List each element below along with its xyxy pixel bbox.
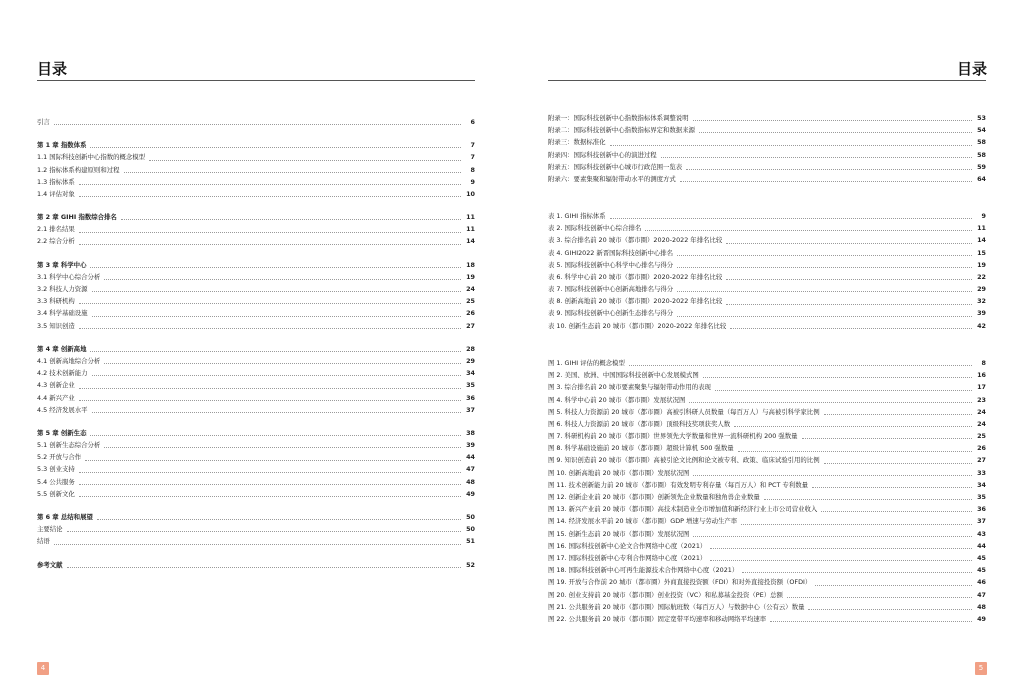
dot-leader xyxy=(79,388,461,389)
dot-leader xyxy=(677,255,972,256)
entry-title: 5.2 开放与合作 xyxy=(37,453,82,462)
entry-title: 第 2 章 GIHI 指数综合排名 xyxy=(37,213,117,222)
toc-entry[interactable] xyxy=(548,259,986,271)
toc-entry[interactable] xyxy=(37,295,475,307)
entry-page-number: 50 xyxy=(466,525,475,534)
entry-title: 图 7. 科研机构前 20 城市（都市圈）世界领先大学数量和世界一流科研机构 200 强数量 xyxy=(548,432,798,441)
dot-leader xyxy=(686,169,972,170)
entry-title: 4.4 新兴产业 xyxy=(37,393,75,402)
page-number-badge: 5 xyxy=(975,662,987,675)
toc-entry[interactable] xyxy=(548,234,986,246)
toc-chapter-entry[interactable] xyxy=(37,559,475,571)
entry-page-number: 14 xyxy=(466,237,475,246)
entry-title: 表 10. 创新生态前 20 城市（都市圈）2020-2022 年排名比较 xyxy=(548,321,727,330)
toc-entry[interactable] xyxy=(548,149,986,161)
dot-leader xyxy=(824,463,972,464)
toc-entry[interactable] xyxy=(548,515,986,527)
entry-title: 结语 xyxy=(37,537,50,546)
entry-title: 1.4 评估对象 xyxy=(37,189,75,198)
toc-entry[interactable] xyxy=(37,367,475,379)
toc-entry[interactable] xyxy=(548,528,986,540)
appendix-list xyxy=(548,112,986,185)
dot-leader xyxy=(661,157,972,158)
entry-title: 图 18. 国际科技创新中心可再生能源技术合作网络中心度（2021） xyxy=(548,566,739,575)
entry-title: 表 7. 国际科技创新中心创新高地排名与得分 xyxy=(548,285,674,294)
entry-page-number: 9 xyxy=(981,211,986,220)
entry-title: 5.1 创新生态综合分析 xyxy=(37,441,101,450)
entry-title: 3.1 科学中心综合分析 xyxy=(37,272,101,281)
entry-page-number: 47 xyxy=(977,590,986,599)
entry-title: 3.5 知识创造 xyxy=(37,321,75,330)
entry-page-number: 37 xyxy=(977,517,986,526)
entry-title: 表 9. 国际科技创新中心创新生态排名与得分 xyxy=(548,309,674,318)
dot-leader xyxy=(821,511,972,512)
toc-entry[interactable] xyxy=(548,222,986,234)
dot-leader xyxy=(802,438,972,439)
entry-title: 附录四：国际科技创新中心的演进过程 xyxy=(548,150,657,159)
entry-page-number: 44 xyxy=(977,541,986,550)
toc-entry[interactable] xyxy=(37,188,475,200)
toc-entry[interactable] xyxy=(548,418,986,430)
toc-entry[interactable] xyxy=(548,491,986,503)
entry-title: 图 10. 创新高地前 20 城市（都市圈）发展状况图 xyxy=(548,468,690,477)
dot-leader xyxy=(92,375,461,376)
right-page xyxy=(512,0,1024,695)
dot-leader xyxy=(764,499,972,500)
toc-chapter-entry[interactable] xyxy=(37,259,475,271)
toc-entry[interactable] xyxy=(37,355,475,367)
entry-page-number: 51 xyxy=(466,537,475,546)
dot-leader xyxy=(92,316,461,317)
section-gap xyxy=(37,128,475,139)
dot-leader xyxy=(677,267,972,268)
entry-page-number: 46 xyxy=(977,578,986,587)
entry-page-number: 26 xyxy=(466,309,475,318)
section-gap xyxy=(37,548,475,559)
entry-title: 5.5 创新文化 xyxy=(37,489,75,498)
entry-page-number: 42 xyxy=(977,321,986,330)
entry-title: 附录三：数据标准化 xyxy=(548,138,606,147)
dot-leader xyxy=(97,519,461,520)
entry-title: 图 17. 国际科技创新中心专利合作网络中心度（2021） xyxy=(548,553,707,562)
toc-entry[interactable] xyxy=(37,151,475,163)
entry-page-number: 24 xyxy=(466,285,475,294)
dot-leader xyxy=(90,435,461,436)
entry-title: 附录六：要素集聚和辐射带动水平的测度方式 xyxy=(548,174,676,183)
entry-title: 图 14. 经济发展水平前 20 城市（都市圈）GDP 增速与劳动生产率 xyxy=(548,517,738,526)
entry-title: 第 4 章 创新高地 xyxy=(37,344,87,353)
entry-title: 2.1 排名结果 xyxy=(37,225,75,234)
entry-page-number: 52 xyxy=(466,560,475,569)
entry-title: 图 22. 公共服务前 20 城市（都市圈）固定宽带平均速率和移动网络平均速率 xyxy=(548,614,767,623)
dot-leader xyxy=(738,451,972,452)
toc-entry[interactable] xyxy=(548,320,986,332)
dot-leader xyxy=(90,351,461,352)
entry-title: 3.3 科研机构 xyxy=(37,297,75,306)
toc-entry[interactable] xyxy=(37,223,475,235)
entry-title: 3.4 科学基础设施 xyxy=(37,309,88,318)
toc-entry[interactable] xyxy=(37,236,475,248)
dot-leader xyxy=(726,243,972,244)
entry-page-number: 17 xyxy=(977,383,986,392)
entry-page-number: 43 xyxy=(977,529,986,538)
dot-leader xyxy=(67,531,461,532)
dot-leader xyxy=(645,230,972,231)
entry-title: 表 3. 综合排名前 20 城市（都市圈）2020-2022 年排名比较 xyxy=(548,236,723,245)
dot-leader xyxy=(770,621,972,622)
toc-entry[interactable] xyxy=(548,381,986,393)
entry-page-number: 29 xyxy=(466,356,475,365)
entry-page-number: 9 xyxy=(470,177,475,186)
toc-entry[interactable] xyxy=(37,464,475,476)
toc-entry[interactable] xyxy=(37,320,475,332)
entry-page-number: 35 xyxy=(977,493,986,502)
toc-chapter-entry[interactable] xyxy=(37,343,475,355)
entry-title: 表 2. 国际科技创新中心综合排名 xyxy=(548,224,642,233)
entry-page-number: 45 xyxy=(977,553,986,562)
dot-leader xyxy=(699,132,972,133)
entry-title: 图 5. 科技人力资源前 20 城市（都市圈）高被引科研人员数量（每百万人）与高被引科学家比例 xyxy=(548,407,820,416)
entry-title: 主要结论 xyxy=(37,525,63,534)
entry-title: 第 5 章 创新生态 xyxy=(37,428,87,437)
entry-page-number: 11 xyxy=(977,224,986,233)
entry-page-number: 27 xyxy=(977,456,986,465)
dot-leader xyxy=(808,609,972,610)
dot-leader xyxy=(54,544,461,545)
dot-leader xyxy=(734,426,972,427)
tables-list xyxy=(548,210,986,332)
entry-page-number: 16 xyxy=(977,371,986,380)
entry-page-number: 28 xyxy=(466,344,475,353)
entry-title: 附录二：国际科技创新中心指数指标界定和数据来源 xyxy=(548,126,695,135)
toc-entry[interactable] xyxy=(548,283,986,295)
dot-leader xyxy=(715,390,972,391)
dot-leader xyxy=(79,184,461,185)
entry-title: 图 2. 美国、欧洲、中国国际科技创新中心发展模式图 xyxy=(548,371,699,380)
entry-page-number: 7 xyxy=(470,141,475,150)
toc-entry[interactable] xyxy=(548,442,986,454)
toc-entry[interactable] xyxy=(548,394,986,406)
toc-entry[interactable] xyxy=(37,164,475,176)
dot-leader xyxy=(92,412,461,413)
entry-title: 4.2 技术创新能力 xyxy=(37,369,88,378)
entry-page-number: 37 xyxy=(466,405,475,414)
entry-title: 3.2 科技人力资源 xyxy=(37,285,88,294)
toc-entry[interactable] xyxy=(37,523,475,535)
entry-title: 5.3 创业支持 xyxy=(37,465,75,474)
contents-list xyxy=(37,116,475,571)
entry-page-number: 54 xyxy=(977,126,986,135)
dot-leader xyxy=(677,291,972,292)
entry-title: 图 20. 创业支持前 20 城市（都市圈）创业投资（VC）和私募基金投资（PE）总额 xyxy=(548,590,783,599)
dot-leader xyxy=(610,218,972,219)
dot-leader xyxy=(726,279,972,280)
entry-page-number: 15 xyxy=(977,248,986,257)
toc-chapter-entry[interactable] xyxy=(37,211,475,223)
toc-entry[interactable] xyxy=(548,295,986,307)
entry-title: 参考文献 xyxy=(37,560,63,569)
entry-page-number: 34 xyxy=(466,369,475,378)
entry-page-number: 8 xyxy=(470,165,475,174)
dot-leader xyxy=(79,328,461,329)
toc-entry[interactable] xyxy=(548,271,986,283)
entry-title: 表 4. GIHI2022 新晋国际科技创新中心排名 xyxy=(548,248,674,257)
dot-leader xyxy=(680,181,972,182)
entry-page-number: 19 xyxy=(466,272,475,281)
entry-title: 第 3 章 科学中心 xyxy=(37,260,87,269)
entry-page-number: 58 xyxy=(977,150,986,159)
toc-entry[interactable] xyxy=(37,307,475,319)
entry-title: 图 4. 科学中心前 20 城市（都市圈）发展状况图 xyxy=(548,395,686,404)
entry-page-number: 18 xyxy=(466,260,475,269)
entry-title: 图 19. 开放与合作前 20 城市（都市圈）外商直接投资额（FDI）和对外直接投资额（OFDI） xyxy=(548,578,812,587)
toc-entry[interactable] xyxy=(548,455,986,467)
toc-entry[interactable] xyxy=(548,173,986,185)
toc-entry[interactable] xyxy=(37,176,475,188)
entry-page-number: 39 xyxy=(466,441,475,450)
dot-leader xyxy=(629,365,972,366)
toc-entry[interactable] xyxy=(548,503,986,515)
entry-title: 引言 xyxy=(37,117,50,126)
toc-entry[interactable] xyxy=(548,247,986,259)
toc-entry[interactable] xyxy=(548,430,986,442)
dot-leader xyxy=(124,172,462,173)
dot-leader xyxy=(79,196,461,197)
toc-entry[interactable] xyxy=(548,540,986,552)
dot-leader xyxy=(67,567,461,568)
entry-page-number: 50 xyxy=(466,513,475,522)
entry-page-number: 53 xyxy=(977,113,986,122)
toc-chapter-entry[interactable] xyxy=(37,511,475,523)
dot-leader xyxy=(92,291,461,292)
left-page-title: 目录 xyxy=(37,60,68,78)
toc-entry[interactable] xyxy=(548,161,986,173)
entry-title: 表 5. 国际科技创新中心科学中心排名与得分 xyxy=(548,260,674,269)
dot-leader xyxy=(79,232,461,233)
dot-leader xyxy=(90,147,461,148)
entry-page-number: 24 xyxy=(977,407,986,416)
toc-entry[interactable] xyxy=(548,136,986,148)
entry-title: 1.1 国际科技创新中心指数的概念模型 xyxy=(37,153,146,162)
dot-leader xyxy=(104,447,461,448)
toc-chapter-entry[interactable] xyxy=(37,427,475,439)
entry-page-number: 26 xyxy=(977,444,986,453)
entry-title: 图 1. GIHI 评估的概念模型 xyxy=(548,358,625,367)
dot-leader xyxy=(90,267,461,268)
entry-page-number: 6 xyxy=(470,117,475,126)
entry-page-number: 39 xyxy=(977,309,986,318)
toc-entry[interactable] xyxy=(37,488,475,500)
toc-entry[interactable] xyxy=(548,479,986,491)
dot-leader xyxy=(710,560,972,561)
page-number-badge: 4 xyxy=(37,662,49,675)
entry-title: 1.3 指标体系 xyxy=(37,177,75,186)
dot-leader xyxy=(742,572,972,573)
dot-leader xyxy=(689,402,972,403)
dot-leader xyxy=(79,400,461,401)
toc-entry[interactable] xyxy=(548,552,986,564)
entry-title: 4.3 创新企业 xyxy=(37,381,75,390)
entry-title: 表 1. GIHI 指标体系 xyxy=(548,211,606,220)
entry-page-number: 11 xyxy=(466,225,475,234)
dot-leader xyxy=(79,244,461,245)
right-page-title: 目录 xyxy=(956,60,987,78)
entry-page-number: 48 xyxy=(466,477,475,486)
title-rule xyxy=(548,80,986,81)
entry-page-number: 10 xyxy=(466,189,475,198)
section-gap xyxy=(37,332,475,343)
entry-title: 图 12. 创新企业前 20 城市（都市圈）创新领先企业数量和独角兽企业数量 xyxy=(548,493,760,502)
entry-title: 2.2 综合分析 xyxy=(37,237,75,246)
entry-page-number: 27 xyxy=(466,321,475,330)
toc-entry[interactable] xyxy=(37,116,475,128)
dot-leader xyxy=(79,303,461,304)
toc-entry[interactable] xyxy=(37,392,475,404)
section-gap xyxy=(37,500,475,511)
entry-page-number: 64 xyxy=(977,174,986,183)
entry-title: 第 6 章 总结和展望 xyxy=(37,513,93,522)
entry-title: 图 6. 科技人力资源前 20 城市（都市圈）顶级科技奖项获奖人数 xyxy=(548,419,731,428)
entry-page-number: 14 xyxy=(977,236,986,245)
title-rule xyxy=(37,80,475,81)
dot-leader xyxy=(79,496,461,497)
toc-entry[interactable] xyxy=(37,476,475,488)
dot-leader xyxy=(79,484,461,485)
dot-leader xyxy=(693,475,972,476)
entry-page-number: 25 xyxy=(977,432,986,441)
entry-page-number: 11 xyxy=(466,213,475,222)
toc-entry[interactable] xyxy=(37,283,475,295)
toc-entry[interactable] xyxy=(548,613,986,625)
dot-leader xyxy=(730,328,972,329)
dot-leader xyxy=(79,472,461,473)
entry-page-number: 59 xyxy=(977,162,986,171)
dot-leader xyxy=(726,304,972,305)
entry-page-number: 48 xyxy=(977,602,986,611)
toc-entry[interactable] xyxy=(37,439,475,451)
entry-title: 图 21. 公共服务前 20 城市（都市圈）国际航班数（每百万人）与数据中心（公有云）数量 xyxy=(548,602,805,611)
entry-page-number: 24 xyxy=(977,419,986,428)
entry-page-number: 23 xyxy=(977,395,986,404)
dot-leader xyxy=(812,487,972,488)
toc-entry[interactable] xyxy=(548,406,986,418)
dot-leader xyxy=(787,597,972,598)
entry-page-number: 32 xyxy=(977,297,986,306)
entry-page-number: 47 xyxy=(466,465,475,474)
toc-entry[interactable] xyxy=(548,112,986,124)
dot-leader xyxy=(677,316,972,317)
entry-page-number: 36 xyxy=(466,393,475,402)
entry-title: 图 8. 科学基础设施前 20 城市（都市圈）超级计算机 500 强数量 xyxy=(548,444,734,453)
entry-title: 图 16. 国际科技创新中心论文合作网络中心度（2021） xyxy=(548,541,707,550)
entry-title: 图 15. 创新生态前 20 城市（都市圈）发展状况图 xyxy=(548,529,690,538)
entry-title: 表 6. 科学中心前 20 城市（都市圈）2020-2022 年排名比较 xyxy=(548,272,723,281)
section-gap xyxy=(37,416,475,427)
dot-leader xyxy=(610,145,972,146)
entry-title: 图 13. 新兴产业前 20 城市（都市圈）高技术制造业全市增加值和新经济行业上市公司营业收入 xyxy=(548,505,818,514)
entry-page-number: 35 xyxy=(466,381,475,390)
figures-list xyxy=(548,357,986,625)
toc-entry[interactable] xyxy=(548,467,986,479)
entry-page-number: 7 xyxy=(470,153,475,162)
entry-page-number: 45 xyxy=(977,566,986,575)
entry-page-number: 38 xyxy=(466,428,475,437)
toc-entry[interactable] xyxy=(548,210,986,222)
dot-leader xyxy=(85,460,461,461)
entry-page-number: 58 xyxy=(977,138,986,147)
entry-page-number: 29 xyxy=(977,285,986,294)
entry-page-number: 8 xyxy=(981,358,986,367)
toc-entry[interactable] xyxy=(37,404,475,416)
entry-page-number: 49 xyxy=(977,614,986,623)
dot-leader xyxy=(815,585,972,586)
toc-entry[interactable] xyxy=(37,535,475,547)
entry-title: 表 8. 创新高地前 20 城市（都市圈）2020-2022 年排名比较 xyxy=(548,297,723,306)
entry-page-number: 44 xyxy=(466,453,475,462)
toc-entry[interactable] xyxy=(548,576,986,588)
toc-entry[interactable] xyxy=(548,124,986,136)
toc-entry[interactable] xyxy=(548,357,986,369)
entry-page-number: 22 xyxy=(977,272,986,281)
dot-leader xyxy=(104,279,461,280)
entry-title: 5.4 公共服务 xyxy=(37,477,75,486)
dot-leader xyxy=(824,414,972,415)
dot-leader xyxy=(703,377,972,378)
section-gap xyxy=(37,200,475,211)
entry-title: 附录一：国际科技创新中心指数指标体系调整说明 xyxy=(548,113,689,122)
entry-title: 图 3. 综合排名前 20 城市要素聚集与辐射带动作用的表现 xyxy=(548,383,711,392)
entry-title: 图 11. 技术创新能力前 20 城市（都市圈）有效发明专利存量（每百万人）和 PCT 专利数量 xyxy=(548,480,808,489)
toc-entry[interactable] xyxy=(548,601,986,613)
dot-leader xyxy=(693,536,972,537)
entry-page-number: 34 xyxy=(977,480,986,489)
entry-page-number: 25 xyxy=(466,297,475,306)
toc-entry[interactable] xyxy=(37,379,475,391)
entry-title: 第 1 章 指数体系 xyxy=(37,141,87,150)
dot-leader xyxy=(104,363,461,364)
section-gap xyxy=(37,248,475,259)
dot-leader xyxy=(741,524,972,525)
entry-title: 附录五：国际科技创新中心城市行政范围一览表 xyxy=(548,162,683,171)
toc-chapter-entry[interactable] xyxy=(37,139,475,151)
dot-leader xyxy=(693,120,972,121)
entry-page-number: 36 xyxy=(977,505,986,514)
toc-entry[interactable] xyxy=(548,564,986,576)
toc-entry[interactable] xyxy=(37,451,475,463)
toc-entry[interactable] xyxy=(37,271,475,283)
dot-leader xyxy=(710,548,972,549)
entry-title: 1.2 指标体系构建原则和过程 xyxy=(37,165,120,174)
entry-page-number: 33 xyxy=(977,468,986,477)
toc-entry[interactable] xyxy=(548,369,986,381)
entry-page-number: 19 xyxy=(977,260,986,269)
entry-page-number: 49 xyxy=(466,489,475,498)
toc-entry[interactable] xyxy=(548,308,986,320)
dot-leader xyxy=(121,219,461,220)
dot-leader xyxy=(54,124,461,125)
entry-title: 4.5 经济发展水平 xyxy=(37,405,88,414)
toc-entry[interactable] xyxy=(548,589,986,601)
entry-title: 4.1 创新高地综合分析 xyxy=(37,356,101,365)
entry-title: 图 9. 知识创造前 20 城市（都市圈）高被引论文比例和论文被专利、政策、临床试验引用的比例 xyxy=(548,456,820,465)
dot-leader xyxy=(149,160,461,161)
